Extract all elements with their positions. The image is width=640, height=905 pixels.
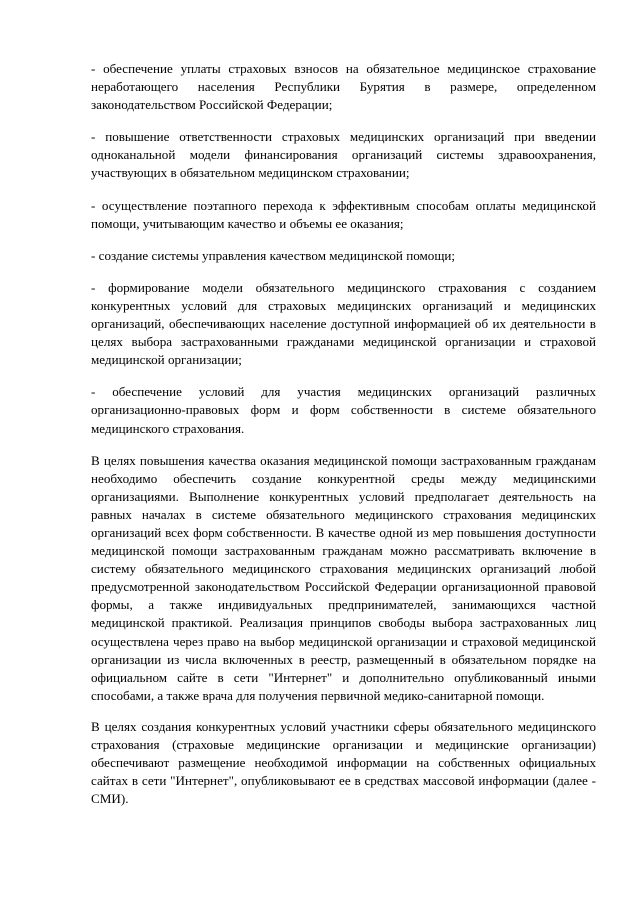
paragraph-quality-management: - создание системы управления качеством медицинской помощи; xyxy=(91,247,456,263)
paragraph-information-disclosure: В целях создания конкурентных условий участники сферы обязательного медицинского страхования (страховые медицинские организации и медицинские организации) обеспечивают размещение необходимой информации на собственных официальных сайтах в сети "Интернет", опубликовывают ее в средствах массовой информации (далее - СМИ). xyxy=(91,718,596,807)
paragraph-insurance-model: - формирование модели обязательного медицинского страхования с созданием конкурентных условий для страховых медицинских организаций и медицинских организаций, обеспечивающих население доступной информацией об их деятельности в целях выбора застрахованными гражданами медицинской организации и страховой медицинской организации; xyxy=(91,279,596,368)
paragraph-payment-methods: - осуществление поэтапного перехода к эффективным способам оплаты медицинской помощи, учитывающим качество и объемы ее оказания; xyxy=(91,197,596,231)
paragraph-organizational-forms: - обеспечение условий для участия медицинских организаций различных организационно-правовых форм и форм собственности в системе обязательного медицинского страхования. xyxy=(91,384,596,436)
paragraph-insurance-payments: - обеспечение уплаты страховых взносов на обязательное медицинское страхование неработающего населения Республики Бурятия в размере, определенном законодательством Российской Федерации; xyxy=(91,61,596,113)
paragraph-insurer-responsibility: - повышение ответственности страховых медицинских организаций при введении одноканальной модели финансирования организаций системы здравоохранения, участвующих в обязательном медицинском страховании; xyxy=(91,129,596,181)
paragraph-competitive-environment: В целях повышения качества оказания медицинской помощи застрахованным гражданам необходимо обеспечить создание конкурентной среды между медицинскими организациями. Выполнение конкурентных условий предполагает деятельность на равных началах в системе обязательного медицинского страхования медицинских организаций всех форм собственности. В качестве одной из мер повышения доступности медицинской помощи застрахованным гражданам можно рассматривать включение в систему обязательного медицинского страхования медицинских организаций любой предусмотренной законодательством Российской Федерации организационной правовой формы, а также индивидуальных предпринимателей, занимающихся частной медицинской практикой. Реализация принципов свободы выбора застрахованных лиц осуществлена через право на выбор медицинской организации и страховой медицинской организации из числа включенных в реестр, размещенный в обязательном порядке на официальном сайте в сети "Интернет" и дополнительно опубликованный иными способами, а также врача для получения первичной медико-санитарной помощи. xyxy=(91,452,596,703)
document-page xyxy=(91,60,596,822)
